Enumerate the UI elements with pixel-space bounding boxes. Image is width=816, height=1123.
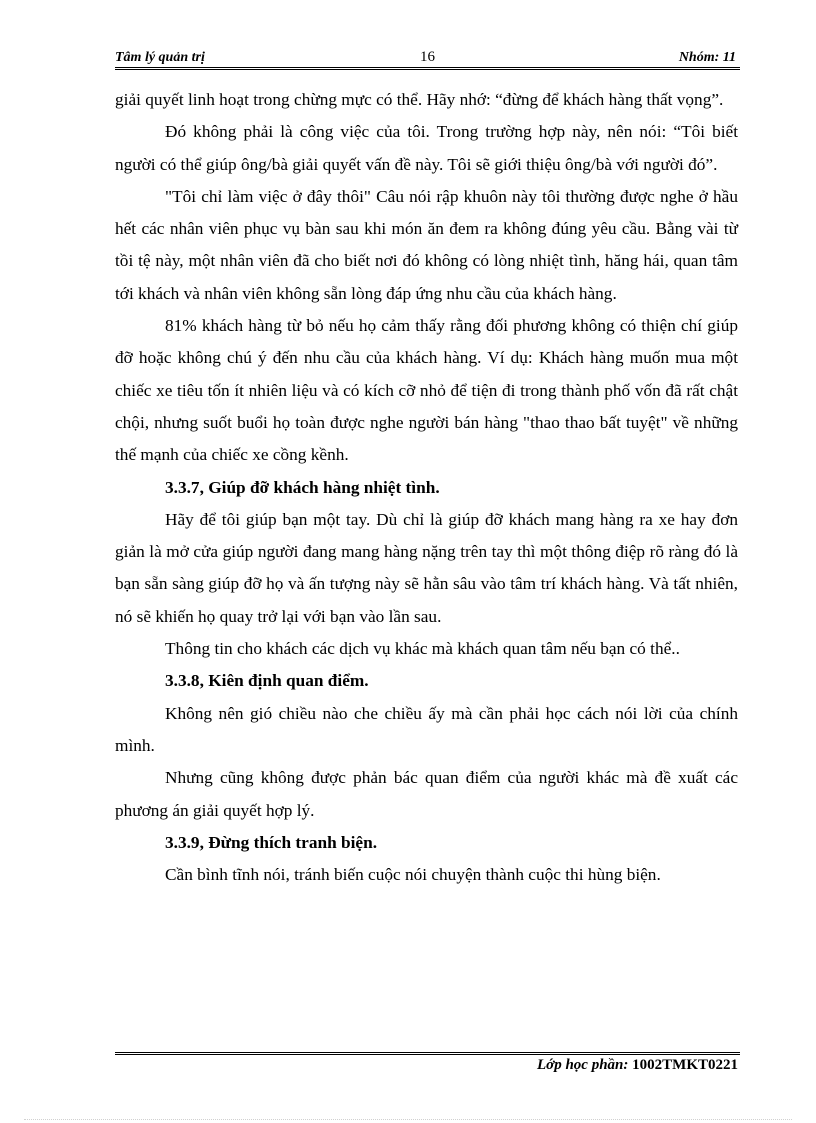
page-footer — [537, 1057, 738, 1074]
paragraph: Thông tin cho khách các dịch vụ khác mà khách quan tâm nếu bạn có thể.. — [165, 639, 680, 659]
paragraph: Nhưng cũng không được phản bác quan điểm của người khác mà đề xuất các phương án giải quyết hợp lý. — [115, 768, 738, 820]
header-page-number: 16 — [420, 49, 435, 65]
page-header — [115, 48, 740, 68]
paragraph: Hãy để tôi giúp bạn một tay. Dù chỉ là giúp đỡ khách mang hàng ra xe hay đơn giản là mở cửa giúp người đang mang hàng nặng trên tay thì một thông điệp rõ ràng đó là bạn sẵn sàng giúp đỡ họ và ấn tượng này sẽ hằn sâu vào tâm trí khách hàng. Và tất nhiên, nó sẽ khiến họ quay trở lại với bạn vào lần sau. — [115, 509, 738, 626]
section-heading-3-3-9: 3.3.9, Đừng thích tranh biện. — [165, 832, 378, 852]
document-body — [115, 84, 738, 891]
footer-divider — [115, 1052, 740, 1055]
paragraph-continuation: giải quyết linh hoạt trong chừng mực có thể. Hãy nhớ: “đừng để khách hàng thất vọng”. — [115, 90, 724, 109]
paragraph: "Tôi chỉ làm việc ở đây thôi" Câu nói rập khuôn này tôi thường được nghe ở hầu hết các nhân viên phục vụ bàn sau khi món ăn đem ra không đúng yêu cầu. Bằng vài từ tồi tệ này, một nhân viên đã cho biết nơi đó không có lòng nhiệt tình, hăng hái, quan tâm tới khách và nhân viên không sẵn lòng đáp ứng nhu cầu của khách hàng. — [115, 186, 738, 303]
section-heading-3-3-7: 3.3.7, Giúp đỡ khách hàng nhiệt tình. — [165, 477, 440, 497]
header-divider — [115, 67, 740, 70]
paragraph: Không nên gió chiều nào che chiều ấy mà cần phải học cách nói lời của chính mình. — [115, 703, 738, 755]
footer-class-label: Lớp học phần: — [537, 1057, 629, 1073]
page-edge-dotted-line — [24, 1119, 792, 1120]
section-heading-3-3-8: 3.3.8, Kiên định quan điểm. — [165, 671, 369, 691]
paragraph: 81% khách hàng từ bỏ nếu họ cảm thấy rằng đối phương không có thiện chí giúp đỡ hoặc không chú ý đến nhu cầu của khách hàng. Ví dụ: Khách hàng muốn mua một chiếc xe tiêu tốn ít nhiên liệu và có kích cỡ nhỏ để tiện đi trong thành phố vốn đã rất chật chội, nhưng suốt buổi họ toàn được nghe người bán hàng "thao thao bất tuyệt" về những thế mạnh của chiếc xe cồng kềnh. — [115, 316, 738, 465]
paragraph: Cần bình tĩnh nói, tránh biến cuộc nói chuyện thành cuộc thi hùng biện. — [165, 865, 661, 885]
paragraph: Đó không phải là công việc của tôi. Trong trường hợp này, nên nói: “Tôi biết người có thể giúp ông/bà giải quyết vấn đề này. Tôi sẽ giới thiệu ông/bà với người đó”. — [115, 122, 738, 174]
footer-class-code: 1002TMKT0221 — [632, 1057, 738, 1073]
header-course-title: Tâm lý quản trị — [115, 50, 205, 65]
header-group-label: Nhóm: 11 — [678, 50, 736, 65]
